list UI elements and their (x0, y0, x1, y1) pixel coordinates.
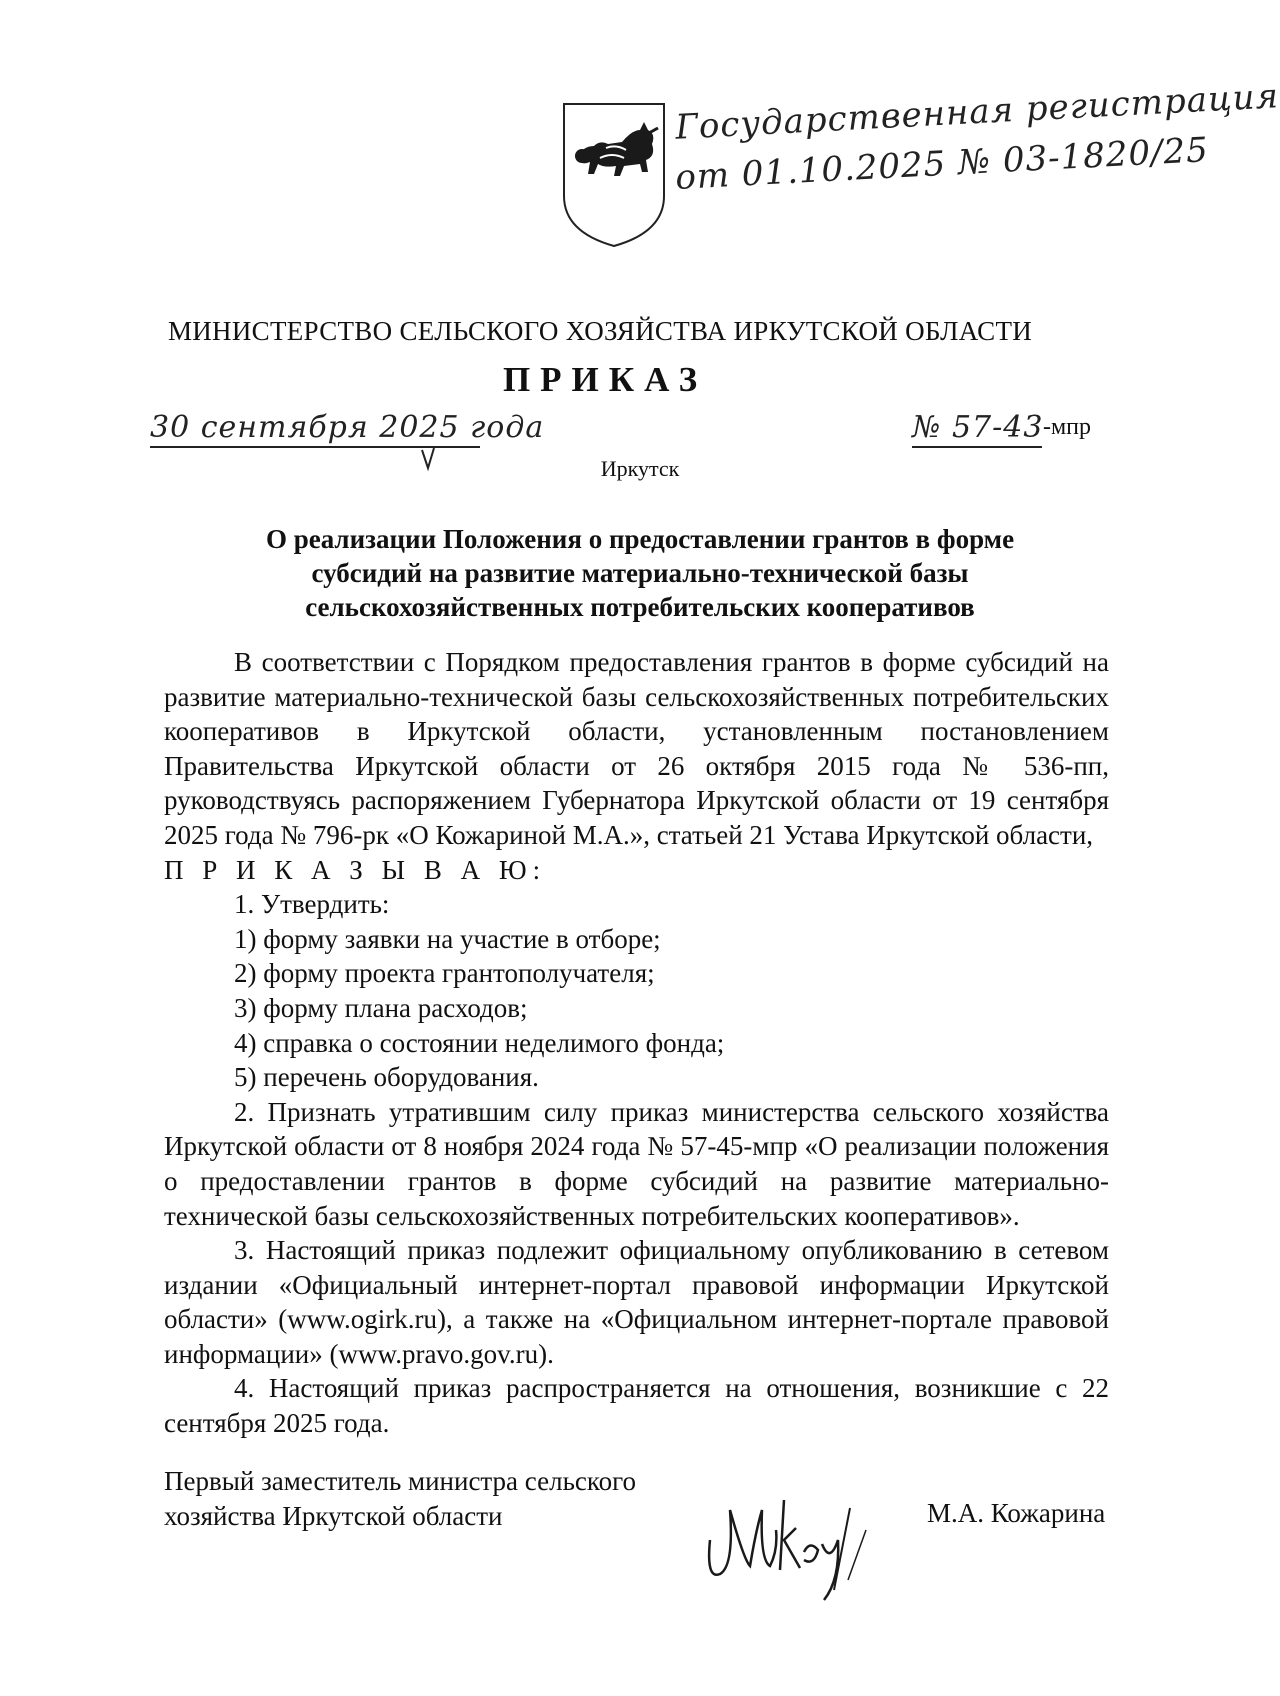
city: Иркутск (600, 456, 680, 481)
item-1-5: 5) перечень оборудования. (234, 1062, 539, 1093)
preamble: В соответствии с Порядком предоставления грантов в форме субсидий на развитие материально-технической базы сельскохозяйственных потребительских кооперативов в Иркутской области, установленным постановлением Правительства Иркутской области от 26 октября 2015 года № 536-пп, руководствуясь распоряжением Губернатора Иркутской области от 19 сентября 2025 года № 796-рк «О Кожариной М.А.», статьей 21 Устава Иркутской области, (164, 647, 1109, 850)
item-1-1: 1) форму заявки на участие в отборе; (234, 923, 661, 954)
number-value: 57-43 (951, 410, 1044, 445)
registration-line-2: от 01.10.2025 № 03-1820/25 (674, 130, 1210, 198)
registration-mark (674, 76, 1280, 202)
handwritten-signature (700, 1470, 900, 1610)
ministry-name: МИНИСТЕРСТВО СЕЛЬСКОГО ХОЗЯЙСТВА ИРКУТСКОЙ ОБЛАСТИ (167, 316, 1033, 346)
item-1-4: 4) справка о состоянии неделимого фонда; (234, 1027, 725, 1058)
order-date: 30 сентября 2025 года (150, 410, 545, 445)
order-body (164, 645, 1109, 1441)
order-word: П Р И К А З Ы В А Ю: (164, 854, 547, 885)
order-subject: О реализации Положения о предоставлении грантов в форме субсидий на развитие материально-технической базы сельскохозяйственных потребительских кооперативов (265, 524, 1015, 622)
order-number (912, 410, 1043, 445)
number-suffix: -мпр (1043, 414, 1092, 440)
document-type: ПРИКАЗ (502, 360, 708, 399)
item-2: 2. Признать утратившим силу приказ министерства сельского хозяйства Иркутской области от 8 ноября 2024 года № 57-45-мпр «О реализации положения о предоставлении грантов в форме субсидий на развитие материально-технической базы сельскохозяйственных потребительских кооперативов». (164, 1096, 1109, 1231)
item-1-3: 3) форму плана расходов; (234, 992, 528, 1023)
number-sign: № (912, 410, 942, 445)
signer-name: М.А. Кожарина (927, 1498, 1106, 1528)
item-1-2: 2) форму проекта грантополучателя; (234, 958, 655, 989)
signer-position-line-1: Первый заместитель министра сельского (164, 1466, 637, 1496)
number-underline (912, 446, 1042, 448)
item-3: 3. Настоящий приказ подлежит официальному опубликованию в сетевом издании «Официальный интернет-портал правовой информации Иркутской области» (www.ogirk.ru), а также на «Официальном интернет-портале правовой информации» (www.pravo.gov.ru). (164, 1235, 1109, 1369)
registration-line-1: Государственная регистрация (674, 76, 1280, 148)
item-4: 4. Настоящий приказ распространяется на отношения, возникшие с 22 сентября 2025 года. (164, 1373, 1109, 1439)
signer-position-line-2: хозяйства Иркутской области (164, 1501, 503, 1531)
coat-of-arms-icon (560, 100, 668, 248)
signer-position (164, 1464, 636, 1534)
item-1: 1. Утвердить: (234, 889, 390, 920)
